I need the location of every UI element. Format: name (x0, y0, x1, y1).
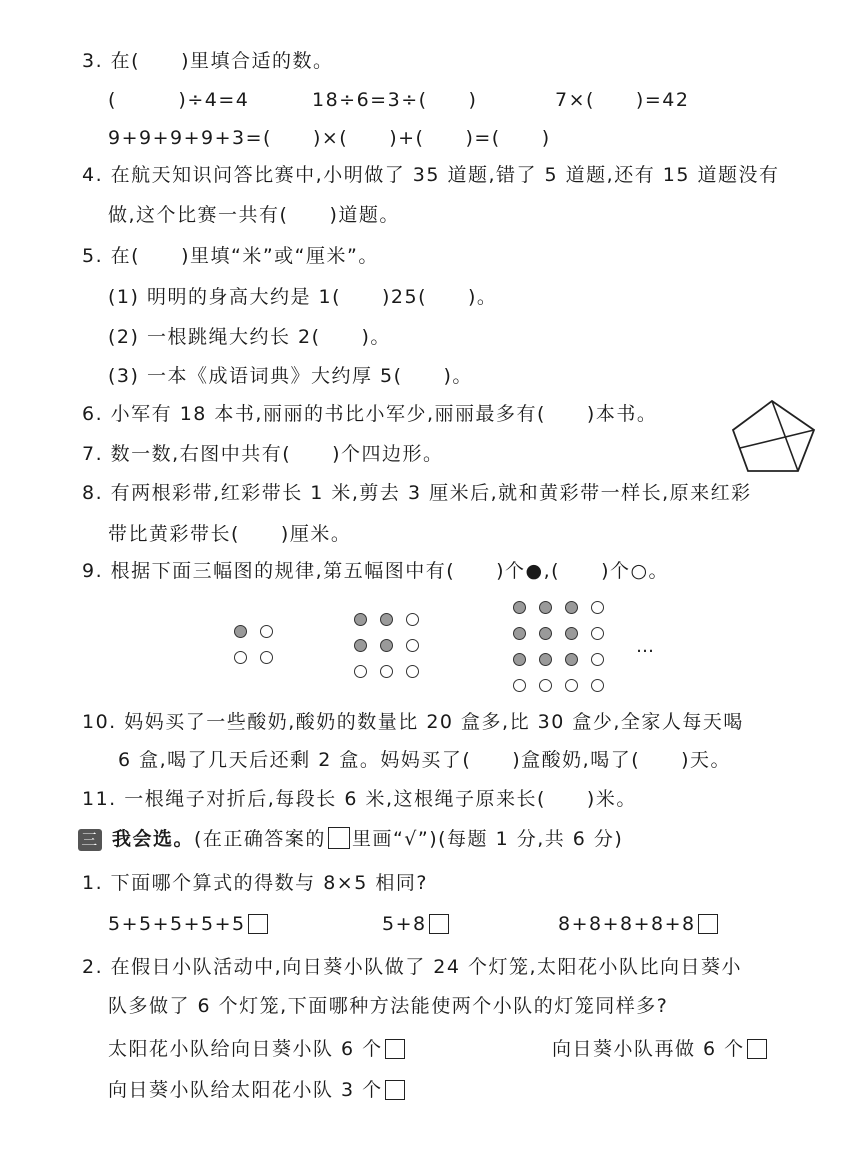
q5-title: 5. 在( )里填“米”或“厘米”。 (82, 245, 379, 267)
q5-item3: (3) 一本《成语词典》大约厚 5( )。 (108, 365, 473, 387)
q8-line1: 8. 有两根彩带,红彩带长 1 米,剪去 3 厘米后,就和黄彩带一样长,原来红彩 (82, 482, 752, 504)
q11-text: 11. 一根绳子对折后,每段长 6 米,这根绳子原来长( )米。 (82, 788, 637, 810)
white-dot-icon (260, 651, 273, 664)
c1-option-c-label: 8+8+8+8+8 (558, 913, 696, 935)
gray-dot-icon (539, 627, 552, 640)
gray-dot-icon (513, 627, 526, 640)
section3-instruction-a: (在正确答案的 (194, 828, 326, 850)
q5-item1: (1) 明明的身高大约是 1( )25( )。 (108, 286, 498, 308)
c1-option-a-checkbox[interactable] (248, 914, 268, 934)
white-dot-icon (406, 639, 419, 652)
white-dot-icon (591, 653, 604, 666)
c2-option-b-checkbox[interactable] (747, 1039, 767, 1059)
q5-item2: (2) 一根跳绳大约长 2( )。 (108, 326, 391, 348)
q7-text: 7. 数一数,右图中共有( )个四边形。 (82, 443, 444, 465)
c1-option-b-checkbox[interactable] (429, 914, 449, 934)
gray-dot-icon (513, 653, 526, 666)
q3-row2: 9+9+9+9+3=( )×( )+( )=( ) (108, 127, 551, 149)
gray-dot-icon (565, 601, 578, 614)
q3-row1-c: 7×( )=42 (555, 89, 690, 111)
gray-dot-icon (354, 639, 367, 652)
section3-badge: 三 (78, 829, 102, 851)
c1-option-a (108, 911, 268, 937)
q10-line1: 10. 妈妈买了一些酸奶,酸奶的数量比 20 盒多,比 30 盒少,全家人每天喝 (82, 711, 744, 733)
gray-dot-icon (565, 627, 578, 640)
white-dot-icon (234, 651, 247, 664)
pattern-ellipsis: … (636, 636, 655, 657)
section3-instruction-b: 里画“√”)(每题 1 分,共 6 分) (351, 828, 624, 850)
q9-text: 9. 根据下面三幅图的规律,第五幅图中有( )个●,( )个○。 (82, 560, 670, 582)
gray-dot-icon (539, 653, 552, 666)
c2-option-b (552, 1036, 767, 1062)
gray-dot-icon (539, 601, 552, 614)
gray-dot-icon (380, 613, 393, 626)
q4-line1: 4. 在航天知识问答比赛中,小明做了 35 道题,错了 5 道题,还有 15 道题没有 (82, 164, 780, 186)
c1-option-a-label: 5+5+5+5+5 (108, 913, 246, 935)
q3-title: 3. 在( )里填合适的数。 (82, 50, 334, 72)
q10-line2: 6 盒,喝了几天后还剩 2 盒。妈妈买了( )盒酸奶,喝了( )天。 (118, 749, 732, 771)
c1-option-c (558, 911, 718, 937)
white-dot-icon (591, 627, 604, 640)
q6-text: 6. 小军有 18 本书,丽丽的书比小军少,丽丽最多有( )本书。 (82, 403, 658, 425)
pentagon-figure (730, 398, 820, 476)
c2-option-c-checkbox[interactable] (385, 1080, 405, 1100)
white-dot-icon (591, 679, 604, 692)
gray-dot-icon (234, 625, 247, 638)
c2-option-c-label: 向日葵小队给太阳花小队 3 个 (108, 1079, 383, 1101)
section3-title: 我会选。 (112, 828, 195, 850)
q4-line2: 做,这个比赛一共有( )道题。 (108, 204, 400, 226)
gray-dot-icon (513, 601, 526, 614)
c2-option-a-checkbox[interactable] (385, 1039, 405, 1059)
c1-option-b-label: 5+8 (382, 913, 427, 935)
gray-dot-icon (380, 639, 393, 652)
c2-option-c (108, 1077, 405, 1103)
answer-box-legend (328, 827, 350, 849)
c1-option-c-checkbox[interactable] (698, 914, 718, 934)
gray-dot-icon (565, 653, 578, 666)
section3-header (78, 826, 623, 852)
c2-line2: 队多做了 6 个灯笼,下面哪种方法能使两个小队的灯笼同样多? (108, 995, 669, 1017)
c2-option-b-label: 向日葵小队再做 6 个 (552, 1038, 745, 1060)
gray-dot-icon (354, 613, 367, 626)
q8-line2: 带比黄彩带长( )厘米。 (108, 523, 352, 545)
white-dot-icon (406, 613, 419, 626)
c2-option-a-label: 太阳花小队给向日葵小队 6 个 (108, 1038, 383, 1060)
white-dot-icon (539, 679, 552, 692)
white-dot-icon (565, 679, 578, 692)
white-dot-icon (591, 601, 604, 614)
c2-option-a (108, 1036, 405, 1062)
c2-line1: 2. 在假日小队活动中,向日葵小队做了 24 个灯笼,太阳花小队比向日葵小 (82, 956, 743, 978)
c1-question: 1. 下面哪个算式的得数与 8×5 相同? (82, 872, 428, 894)
white-dot-icon (406, 665, 419, 678)
c1-option-b (382, 911, 449, 937)
q3-row1-b: 18÷6=3÷( ) (312, 89, 478, 111)
white-dot-icon (513, 679, 526, 692)
white-dot-icon (380, 665, 393, 678)
white-dot-icon (260, 625, 273, 638)
q3-row1-a: ( )÷4=4 (108, 89, 250, 111)
white-dot-icon (354, 665, 367, 678)
